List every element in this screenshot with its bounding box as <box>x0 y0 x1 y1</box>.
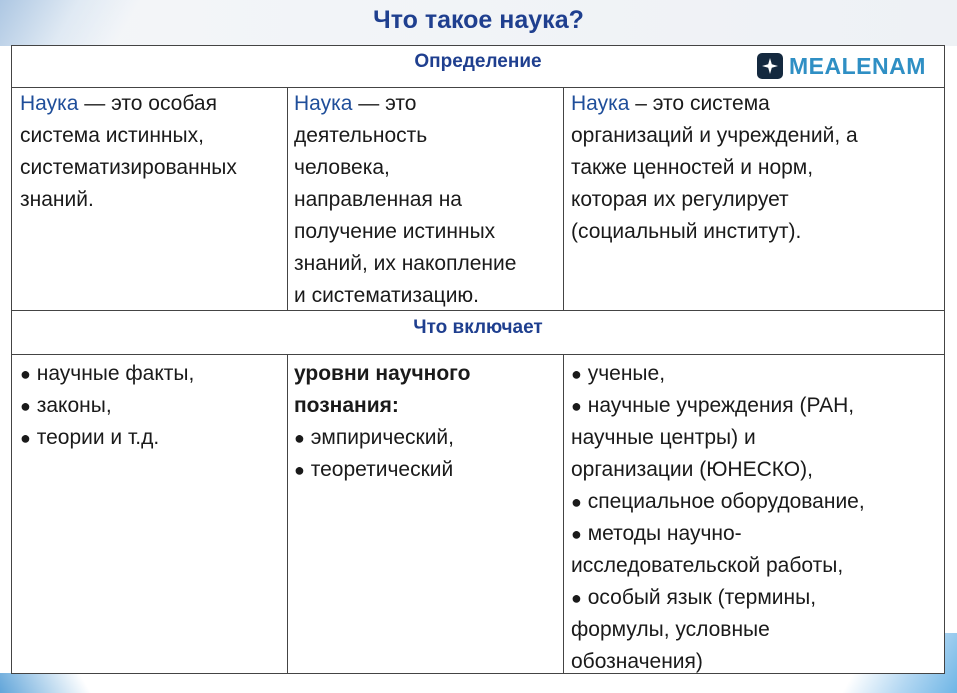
term-science: Наука <box>571 92 630 115</box>
definition-cell-3: Наука – это система организаций и учреждений, а также ценностей и норм, которая их регулирует (социальный институт). <box>571 88 941 248</box>
includes-cell-3 <box>571 358 941 678</box>
list-item: ● научные учреждения (РАН, <box>571 394 855 417</box>
includes-cell-1 <box>20 358 282 454</box>
definition-line: (социальный институт). <box>571 220 802 243</box>
logo <box>757 51 926 81</box>
list-item: ● научные факты, <box>20 362 195 385</box>
definition-line: организаций и учреждений, а <box>571 124 858 147</box>
list-item: ● теории и т.д. <box>20 426 160 449</box>
list-item: ● теоретический <box>294 458 454 481</box>
list-item: ● специальное оборудование, <box>571 490 865 513</box>
definition-line: систематизированных <box>20 156 237 179</box>
bullet-icon: ● <box>571 588 582 608</box>
definition-line: это <box>385 92 417 115</box>
list-item: обозначения) <box>571 650 703 673</box>
list-item: ● ученые, <box>571 362 666 385</box>
list-item: организации (ЮНЕСКО), <box>571 458 813 481</box>
logo-star-icon <box>757 53 783 79</box>
section-header-includes: Что включает <box>413 317 543 338</box>
bullet-icon: ● <box>20 364 31 384</box>
bullet-icon: ● <box>294 460 305 480</box>
section-header-definition: Определение <box>414 51 542 72</box>
bullet-icon: ● <box>20 396 31 416</box>
definition-cell-1: Наука — это особая система истинных, систематизированных знаний. <box>20 88 282 216</box>
list-item: научные центры) и <box>571 426 756 449</box>
definition-line: это система <box>652 92 770 115</box>
definition-line: знаний. <box>20 188 94 211</box>
science-table <box>11 45 945 674</box>
definition-cell-2: Наука — это деятельность человека, направленная на получение истинных знаний, их накопление и систематизацию. <box>294 88 560 312</box>
bullet-icon: ● <box>571 396 582 416</box>
column-divider <box>563 87 564 310</box>
levels-heading: уровни научного <box>294 362 471 385</box>
column-divider <box>563 354 564 674</box>
definition-line: человека, <box>294 156 390 179</box>
levels-heading: познания: <box>294 394 399 417</box>
definition-line: направленная на <box>294 188 462 211</box>
definition-line: получение истинных <box>294 220 496 243</box>
bullet-icon: ● <box>571 364 582 384</box>
term-science: Наука <box>20 92 79 115</box>
page-title: Что такое наука? <box>373 6 584 34</box>
list-item: ● особый язык (термины, <box>571 586 817 609</box>
bullet-icon: ● <box>294 428 305 448</box>
bullet-icon: ● <box>571 492 582 512</box>
decorative-stripe-bottom-left <box>0 673 110 693</box>
definition-line: знаний, их накопление <box>294 252 517 275</box>
definition-line: также ценностей и норм, <box>571 156 814 179</box>
column-divider <box>287 87 288 310</box>
term-science: Наука <box>294 92 353 115</box>
bullet-icon: ● <box>20 428 31 448</box>
list-item: ● эмпирический, <box>294 426 454 449</box>
definition-line: деятельность <box>294 124 428 147</box>
bullet-icon: ● <box>571 524 582 544</box>
definition-line: это особая <box>111 92 217 115</box>
list-item: формулы, условные <box>571 618 770 641</box>
list-item: ● законы, <box>20 394 112 417</box>
list-item: ● методы научно- <box>571 522 742 545</box>
includes-cell-2 <box>294 358 560 486</box>
definition-line: и систематизацию. <box>294 284 480 307</box>
list-item: исследовательской работы, <box>571 554 844 577</box>
row-divider <box>12 354 944 355</box>
definition-line: которая их регулирует <box>571 188 789 211</box>
definition-line: система истинных, <box>20 124 204 147</box>
logo-text: MEALENAM <box>789 52 926 79</box>
column-divider <box>287 354 288 674</box>
